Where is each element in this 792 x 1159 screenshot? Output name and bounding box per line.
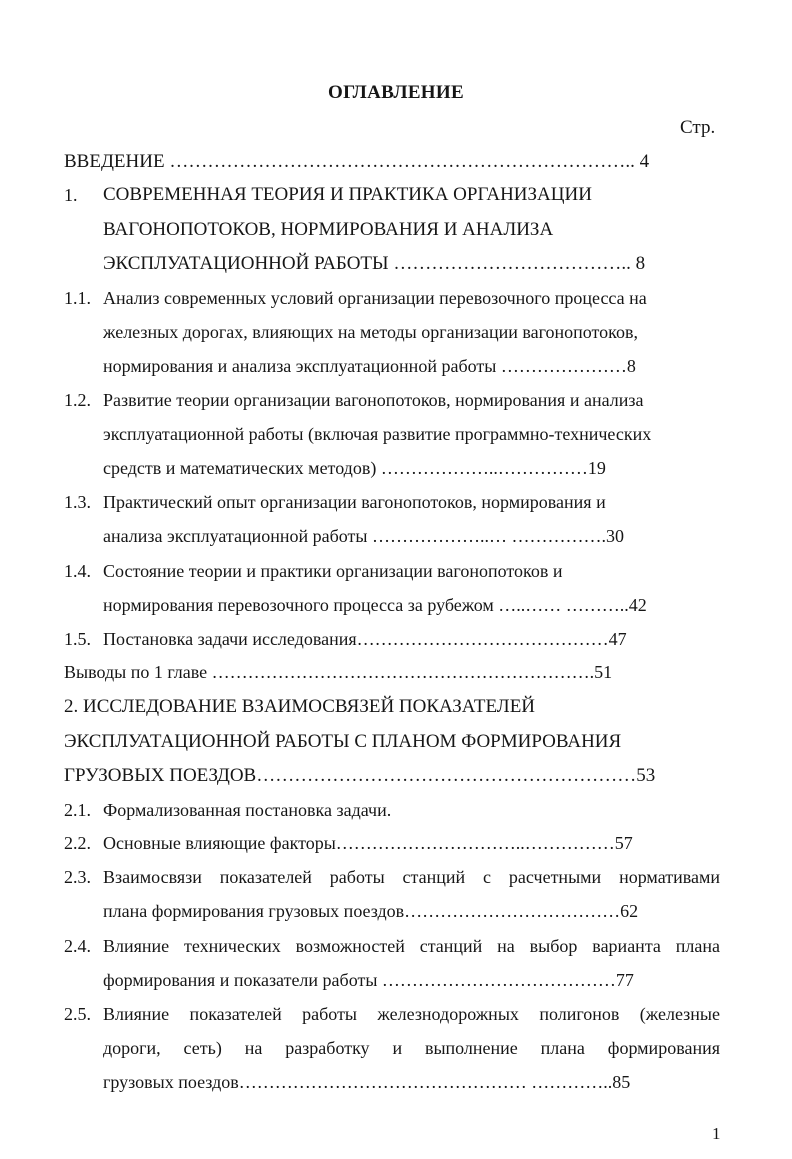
toc-number: 2.5. [64, 1004, 91, 1024]
toc-line: формирования и показатели работы …………………………………77 [103, 970, 634, 990]
toc-line: Формализованная постановка задачи. [103, 800, 392, 820]
page-column-label: Стр. [680, 117, 716, 138]
toc-line: нормирования и анализа эксплуатационной работы …………………8 [103, 356, 636, 376]
toc-line: анализа эксплуатационной работы ………………..… …………….30 [103, 526, 625, 546]
toc-number: 2.2. [64, 833, 91, 853]
toc-line: Влияние показателей работы железнодорожных полигонов (железные [103, 1004, 720, 1024]
toc-line: СОВРЕМЕННАЯ ТЕОРИЯ И ПРАКТИКА ОРГАНИЗАЦИИ [103, 184, 592, 205]
toc-line: ЭКСПЛУАТАЦИОННОЙ РАБОТЫ С ПЛАНОМ ФОРМИРОВАНИЯ [64, 731, 622, 752]
toc-line: плана формирования грузовых поездов………………………………62 [103, 901, 639, 921]
toc-line: Практический опыт организации вагонопотоков, нормирования и [103, 492, 606, 512]
toc-number: 1.5. [64, 629, 91, 649]
toc-entry-intro: ВВЕДЕНИЕ ……………………………………………………………….. 4 [64, 151, 650, 172]
toc-line: Развитие теории организации вагонопотоков, нормирования и анализа [103, 390, 644, 410]
toc-line: Влияние технических возможностей станций на выбор варианта плана [103, 936, 720, 956]
toc-line: Взаимосвязи показателей работы станций с расчетными нормативами [103, 867, 720, 887]
toc-number: 1.4. [64, 561, 91, 581]
toc-line: Состояние теории и практики организации вагонопотоков и [103, 561, 563, 581]
toc-line: 2. ИССЛЕДОВАНИЕ ВЗАИМОСВЯЗЕЙ ПОКАЗАТЕЛЕЙ [64, 696, 536, 717]
page-title: ОГЛАВЛЕНИЕ [328, 82, 464, 103]
toc-line: железных дорогах, влияющих на методы организации вагонопотоков, [103, 322, 639, 342]
page-number: 1 [712, 1124, 721, 1143]
toc-line: ЭКСПЛУАТАЦИОННОЙ РАБОТЫ ……………………………….. 8 [103, 253, 646, 274]
toc-line: эксплуатационной работы (включая развитие программно-технических [103, 424, 652, 444]
toc-number: 2.1. [64, 800, 91, 820]
toc-line: грузовых поездов………………………………………… …………..85 [103, 1072, 631, 1092]
toc-entry-conclusions: Выводы по 1 главе ……………………………………………………….51 [64, 662, 613, 682]
toc-number: 1.2. [64, 390, 91, 410]
toc-line: средств и математических методов) ………………..……………19 [103, 458, 606, 478]
toc-line: Анализ современных условий организации перевозочного процесса на [103, 288, 647, 308]
toc-number: 2.3. [64, 867, 91, 887]
toc-line: Постановка задачи исследования……………………………………47 [103, 629, 627, 649]
toc-number: 1.1. [64, 288, 91, 308]
toc-number: 1. [64, 185, 78, 205]
toc-line: дороги, сеть) на разработку и выполнение плана формирования [103, 1038, 720, 1058]
toc-number: 1.3. [64, 492, 91, 512]
toc-line: ГРУЗОВЫХ ПОЕЗДОВ……………………………………………………53 [64, 765, 656, 786]
toc-line: Основные влияющие факторы…………………………..……………57 [103, 833, 633, 853]
toc-number: 2.4. [64, 936, 91, 956]
toc-line: нормирования перевозочного процесса за рубежом …..…… ………..42 [103, 595, 647, 615]
toc-line: ВАГОНОПОТОКОВ, НОРМИРОВАНИЯ И АНАЛИЗА [103, 219, 554, 240]
